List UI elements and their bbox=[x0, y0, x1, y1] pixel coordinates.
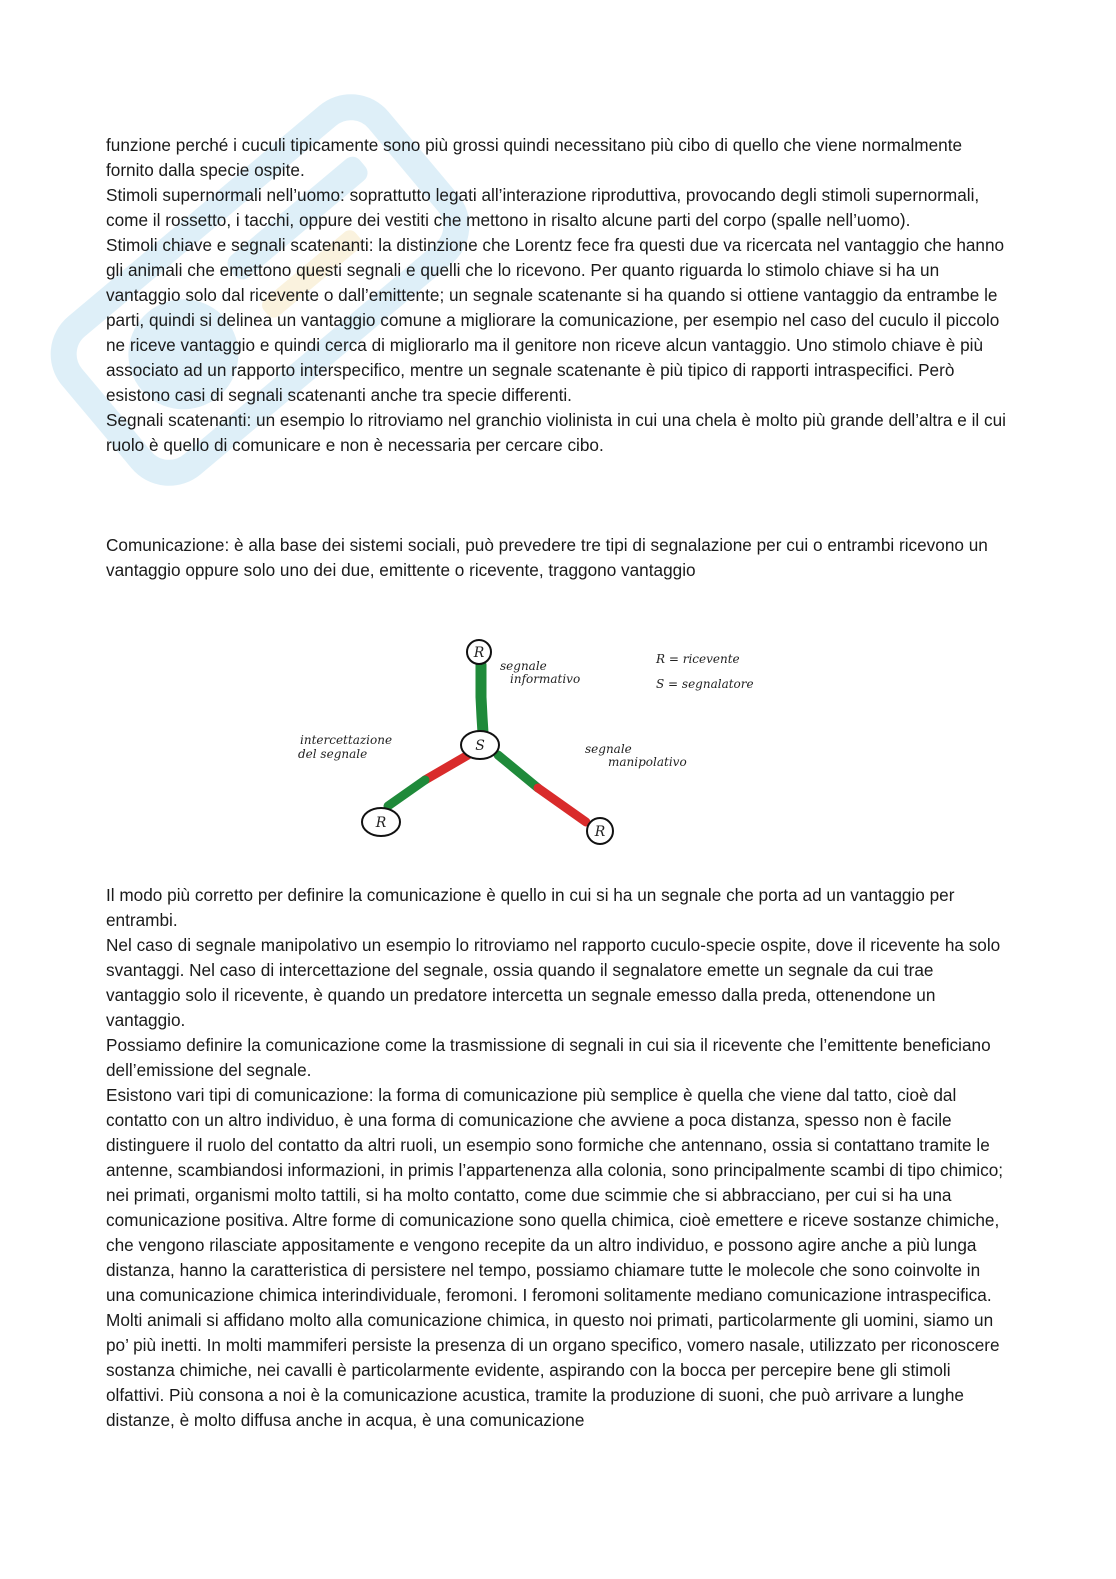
edge-interception-benefit bbox=[388, 780, 425, 806]
node-label: R bbox=[594, 824, 606, 840]
label-informative-line1: segnale bbox=[500, 659, 547, 673]
node-signaler-center bbox=[461, 731, 499, 759]
label-manipulative-line2: manipolativo bbox=[608, 755, 687, 769]
text-section-communication bbox=[106, 533, 1012, 583]
edge-informative bbox=[481, 665, 483, 733]
paragraph: funzione perché i cuculi tipicamente sono più grossi quindi necessitano più cibo di quello che viene normalmente fornito dalla specie ospite. bbox=[106, 135, 963, 180]
paragraph: Possiamo definire la comunicazione come la trasmissione di segnali in cui sia il ricevente che l’emittente beneficiano dell’emissione del segnale. bbox=[106, 1035, 991, 1080]
paragraph: Il modo più corretto per definire la comunicazione è quello in cui si ha un segnale che porta ad un vantaggio per entrambi. bbox=[106, 885, 955, 930]
edge-interception-cost bbox=[425, 755, 468, 780]
text-section-stimuli bbox=[106, 133, 1012, 458]
legend-segnalatore: S = segnalatore bbox=[656, 677, 754, 691]
text-section-communication-types bbox=[106, 883, 1012, 1433]
node-label: S bbox=[475, 738, 485, 754]
label-informative-line2: informativo bbox=[510, 672, 581, 686]
label-manipulative-line1: segnale bbox=[585, 742, 632, 756]
node-receiver-top bbox=[467, 640, 491, 664]
node-receiver-right bbox=[587, 818, 613, 844]
edge-manipulative-cost bbox=[538, 788, 586, 822]
communication-diagram bbox=[280, 625, 780, 860]
node-receiver-left bbox=[362, 808, 400, 836]
paragraph: Stimoli chiave e segnali scatenanti: la distinzione che Lorentz fece fra questi due va ricercata nel vantaggio che hanno gli animali che emettono questi segnali e quelli che lo ricevono. Per quanto riguarda lo stimolo chiave si ha un vantaggio solo dal ricevente o dall’emittente; un segnale scatenante si ha quando si ottiene vantaggio da entrambe le parti, quindi si delinea un vantaggio comune a migliorare la comunicazione, per esempio nel caso del cuculo il piccolo ne riceve vantaggio e quindi cerca di migliorarlo ma il genitore non riceve alcun vantaggio. Uno stimolo chiave è più associato ad un rapporto interspecifico, mentre un segnale scatenante è più tipico di rapporti intraspecifici. Però esistono casi di segnali scatenanti anche tra specie differenti. bbox=[106, 235, 1005, 405]
node-label: R bbox=[473, 645, 485, 661]
legend-ricevente: R = ricevente bbox=[656, 652, 740, 666]
label-interception-line2: del segnale bbox=[298, 747, 368, 761]
label-interception-line1: intercettazione bbox=[300, 733, 393, 747]
paragraph: Comunicazione: è alla base dei sistemi sociali, può prevedere tre tipi di segnalazione per cui o entrambi ricevono un vantaggio oppure solo uno dei due, emittente o ricevente, traggono vantaggio bbox=[106, 535, 988, 580]
node-label: R bbox=[375, 815, 387, 831]
edge-manipulative-benefit bbox=[498, 755, 538, 788]
paragraph: Segnali scatenanti: un esempio lo ritroviamo nel granchio violinista in cui una chela è molto più grande dell’altra e il cui ruolo è quello di comunicare e non è necessaria per cercare cibo. bbox=[106, 410, 1006, 455]
paragraph: Esistono vari tipi di comunicazione: la forma di comunicazione più semplice è quella che viene dal tatto, cioè dal contatto con un altro individuo, è una forma di comunicazione che avviene a poca distanza, spesso non è facile distinguere il ruolo del contatto da altri ruoli, un esempio sono formiche che antennano, ossia si contattano tramite le antenne, scambiandosi informazioni, in primis l’appartenenza alla colonia, sono principalmente scambi di tipo chimico; nei primati, organismi molto tattili, si ha molto contatto, come due scimmie che si abbracciano, per cui si ha una comunicazione positiva. Altre forme di comunicazione sono quella chimica, cioè emettere e riceve sostanze chimiche, che vengono rilasciate appositamente e vengono recepite da un altro individuo, e possono agire anche a più lunga distanza, hanno la caratteristica di persistere nel tempo, possiamo chiamare tutte le molecole che sono coinvolte in una comunicazione chimica interindividuale, feromoni. I feromoni solitamente mediano comunicazione intraspecifica. Molti animali si affidano molto alla comunicazione chimica, in questo noi primati, particolarmente gli uomini, siamo un po’ più inetti. In molti mammiferi persiste la presenza di un organo specifico, vomero nasale, utilizzato per riconoscere sostanza chimiche, nei cavalli è particolarmente evidente, aspirando con la bocca per percepire bene gli stimoli olfattivi. Più consona a noi è la comunicazione acustica, tramite la produzione di suoni, che può arrivare a lunghe distanze, è molto diffusa anche in acqua, è una comunicazione bbox=[106, 1085, 1004, 1430]
paragraph: Nel caso di segnale manipolativo un esempio lo ritroviamo nel rapporto cuculo-specie ospite, dove il ricevente ha solo svantaggi. Nel caso di intercettazione del segnale, ossia quando il segnalatore emette un segnale da cui trae vantaggio solo il ricevente, è quando un predatore intercetta un segnale emesso dalla preda, ottenendone un vantaggio. bbox=[106, 935, 1001, 1030]
paragraph: Stimoli supernormali nell’uomo: soprattutto legati all’interazione riproduttiva, provocando degli stimoli supernormali, come il rossetto, i tacchi, oppure dei vestiti che mettono in risalto alcune parti del corpo (spalle nell’uomo). bbox=[106, 185, 980, 230]
